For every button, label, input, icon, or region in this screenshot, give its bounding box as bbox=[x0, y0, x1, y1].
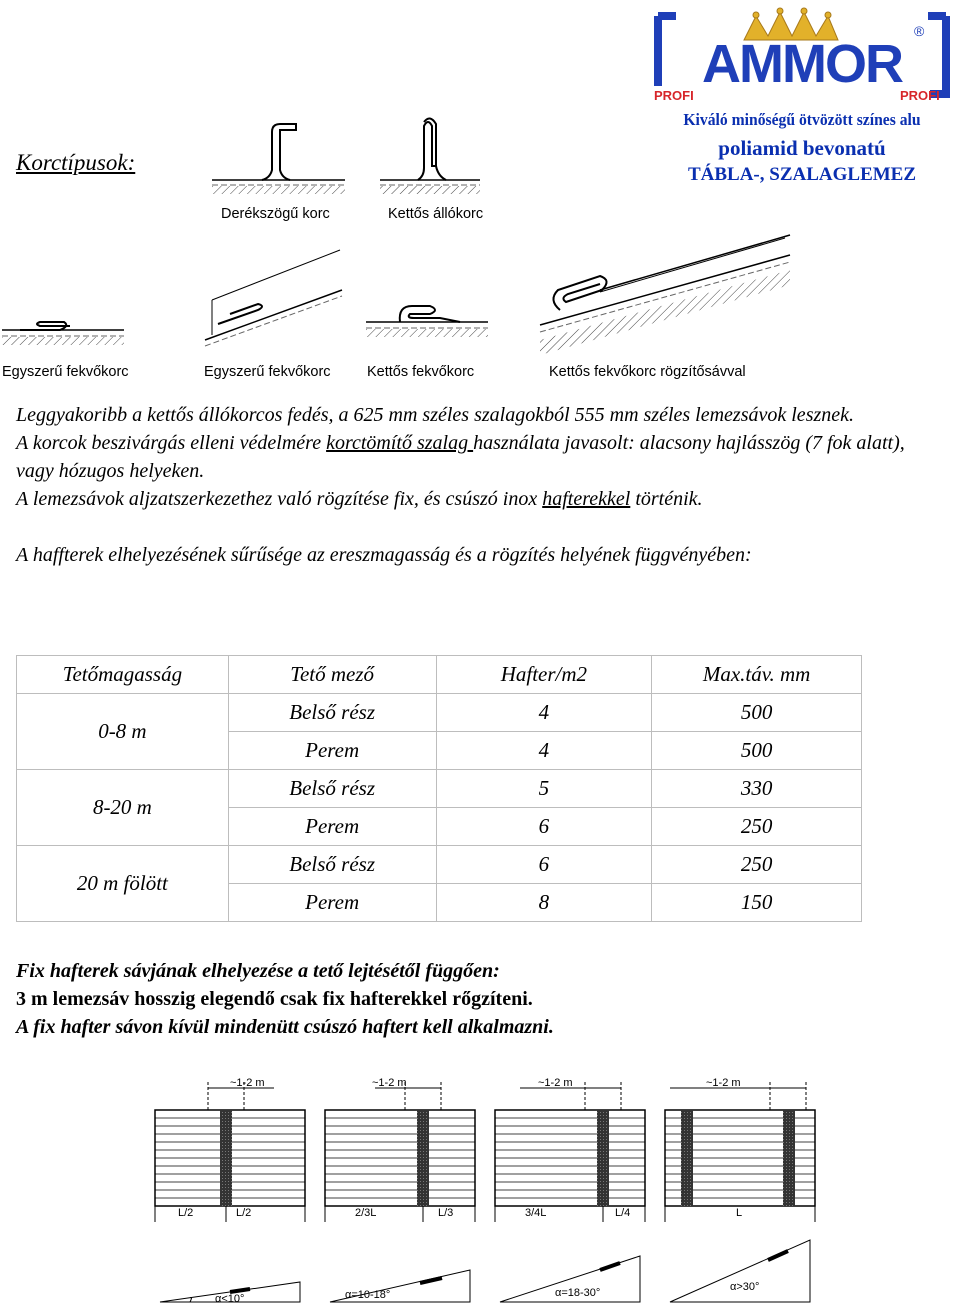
caption-double-standing-seam: Kettős állókorc bbox=[388, 206, 484, 222]
paragraph-3: A lemezsávok aljzatszerkezethez való rögzítése fix, és csúszó inox hafterekkel történik. bbox=[16, 488, 703, 510]
caption-double-flat-seam-with-strip: Kettős fekvőkorc rögzítősávval bbox=[549, 364, 746, 380]
registered-mark: ® bbox=[914, 23, 925, 39]
max-cell: 250 bbox=[652, 808, 862, 846]
length-label: L/4 bbox=[615, 1207, 631, 1219]
angle-label: α=18-30° bbox=[555, 1287, 601, 1299]
header-roof-height: Tetőmagasság bbox=[17, 656, 229, 694]
header-max-distance: Max.táv. mm bbox=[652, 656, 862, 694]
dim-label: ~1-2 m bbox=[538, 1077, 573, 1089]
double-flat-seam-with-strip-drawing bbox=[540, 235, 790, 355]
diagram-panel-1 bbox=[155, 1077, 305, 1304]
table-row bbox=[17, 770, 862, 808]
ammor-logo-mark bbox=[652, 6, 952, 110]
logo-brand-text: AMMOR bbox=[702, 34, 902, 94]
diagram-panel-4 bbox=[665, 1077, 815, 1302]
table-row bbox=[17, 694, 862, 732]
field-cell: Belső rész bbox=[228, 694, 436, 732]
angle-label: α>30° bbox=[730, 1281, 760, 1293]
field-cell: Perem bbox=[228, 884, 436, 922]
paragraph-1: Leggyakoribb a kettős állókorcos fedés, a 625 mm széles szalagokból 555 mm széles lemezsávok lesznek. bbox=[16, 404, 855, 426]
dim-label: ~1-2 m bbox=[230, 1077, 265, 1089]
length-label: L bbox=[736, 1207, 743, 1219]
page-title: Korctípusok: bbox=[16, 150, 136, 175]
length-label: L/2 bbox=[178, 1207, 194, 1219]
logo-profi-left: PROFI bbox=[654, 88, 694, 103]
single-flat-seam-drawing-2 bbox=[205, 250, 342, 346]
logo-tagline-1: Kiváló minőségű ötvözött színes alu bbox=[683, 110, 921, 129]
fixed-note-2: 3 m lemezsáv hosszig elegendő csak fix hafterekkel rőgzíteni. bbox=[16, 988, 533, 1010]
fixed-clip-notes bbox=[16, 957, 916, 1041]
paragraph-4: A haffterek elhelyezésének sűrűsége az ereszmagasság és a rögzítés helyének függvényében: bbox=[16, 544, 752, 566]
length-label: L/3 bbox=[438, 1207, 454, 1219]
caption-single-flat-seam-1: Egyszerű fekvőkorc bbox=[2, 364, 129, 380]
logo-profi-right: PROFI bbox=[900, 88, 940, 103]
max-cell: 500 bbox=[652, 694, 862, 732]
field-cell: Belső rész bbox=[228, 846, 436, 884]
clips-cell: 4 bbox=[436, 694, 652, 732]
caption-single-flat-seam-2: Egyszerű fekvőkorc bbox=[204, 364, 331, 380]
field-cell: Perem bbox=[228, 808, 436, 846]
diagram-panel-2 bbox=[325, 1077, 475, 1302]
max-cell: 330 bbox=[652, 770, 862, 808]
clips-cell: 6 bbox=[436, 846, 652, 884]
fixed-note-3: A fix hafter sávon kívül mindenütt csúszó haftert kell alkalmazni. bbox=[16, 1016, 554, 1038]
header-roof-field: Tető mező bbox=[228, 656, 436, 694]
length-label: L/2 bbox=[236, 1207, 252, 1219]
double-flat-seam-drawing bbox=[366, 306, 488, 337]
dim-label: ~1-2 m bbox=[706, 1077, 741, 1089]
height-cell: 20 m fölött bbox=[17, 846, 229, 922]
logo-tagline-2: poliamid bevonatú bbox=[718, 136, 886, 160]
table-row bbox=[17, 846, 862, 884]
single-flat-seam-drawing-1 bbox=[2, 322, 124, 345]
angle-label: α=10-18° bbox=[345, 1289, 391, 1301]
clips-cell: 6 bbox=[436, 808, 652, 846]
angle-label: α<10° bbox=[215, 1293, 245, 1304]
height-cell: 8-20 m bbox=[17, 770, 229, 846]
caption-right-angle-seam: Derékszögű korc bbox=[221, 206, 330, 222]
clips-cell: 8 bbox=[436, 884, 652, 922]
length-label: 2/3L bbox=[355, 1207, 377, 1219]
height-cell: 0-8 m bbox=[17, 694, 229, 770]
sealing-tape-link[interactable]: korctömítő szalag bbox=[326, 432, 474, 454]
clips-cell: 4 bbox=[436, 732, 652, 770]
clip-density-table bbox=[16, 655, 862, 922]
paragraph-2: A korcok beszivárgás elleni védelmére korctömítő szalag használata javasolt: alacsony hajlásszög (7 fok alatt), vagy hózugos helyeken. bbox=[16, 432, 905, 482]
standing-seam-right-angle-drawing bbox=[212, 124, 345, 194]
header-clips-per-m2: Hafter/m2 bbox=[436, 656, 652, 694]
caption-double-flat-seam: Kettős fekvőkorc bbox=[367, 364, 475, 380]
logo-tagline-3: TÁBLA-, SZALAGLEMEZ bbox=[687, 164, 917, 185]
diagram-panel-3 bbox=[495, 1077, 645, 1302]
seam-profile-drawings bbox=[0, 110, 960, 360]
double-standing-seam-drawing bbox=[380, 118, 480, 194]
fixed-note-1: Fix hafterek sávjának elhelyezése a tető lejtésétől függően: bbox=[16, 960, 500, 982]
field-cell: Perem bbox=[228, 732, 436, 770]
clips-cell: 5 bbox=[436, 770, 652, 808]
dim-label: ~1-2 m bbox=[372, 1077, 407, 1089]
table-header-row bbox=[17, 656, 862, 694]
length-label: 3/4L bbox=[525, 1207, 547, 1219]
max-cell: 250 bbox=[652, 846, 862, 884]
fixed-clip-zone-diagrams bbox=[150, 1070, 950, 1304]
clips-link[interactable]: hafterekkel bbox=[542, 488, 631, 510]
field-cell: Belső rész bbox=[228, 770, 436, 808]
max-cell: 150 bbox=[652, 884, 862, 922]
max-cell: 500 bbox=[652, 732, 862, 770]
description-text bbox=[16, 401, 916, 569]
